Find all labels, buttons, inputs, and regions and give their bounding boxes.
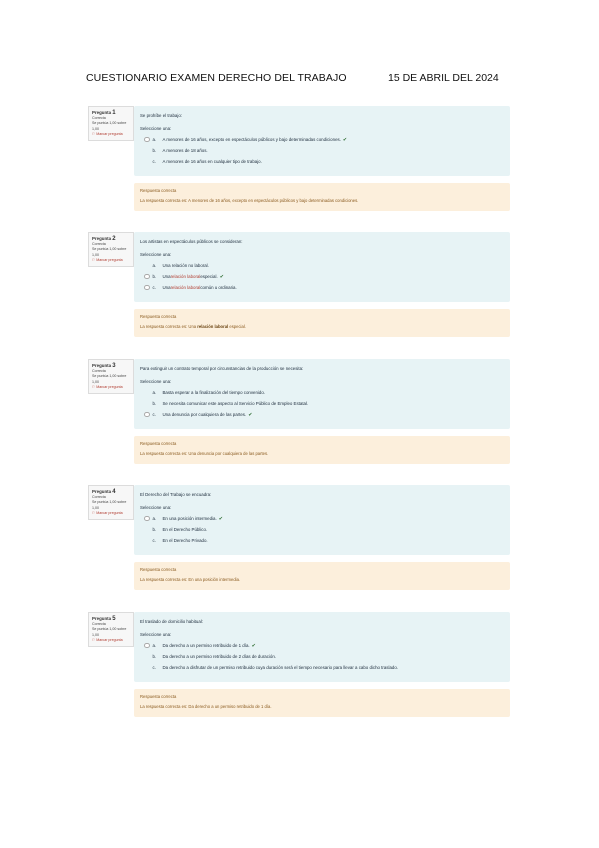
question-prompt: Los artistas en espectáculos públicos se consideran: bbox=[140, 239, 243, 244]
feedback-title: Respuesta correcta bbox=[140, 188, 177, 193]
question-number: 3 bbox=[112, 363, 116, 369]
radio-button[interactable] bbox=[144, 516, 150, 522]
radio-button[interactable] bbox=[144, 643, 150, 649]
check-icon: ✔ bbox=[219, 273, 224, 280]
flag-icon: ⚐ bbox=[92, 131, 96, 136]
feedback-box bbox=[134, 309, 510, 337]
feedback-text: La respuesta correcta es: Una relación laboral especial. bbox=[140, 324, 246, 329]
question-number: 2 bbox=[112, 236, 116, 242]
question-label: Pregunta bbox=[92, 236, 112, 241]
feedback-box bbox=[134, 183, 510, 211]
answer-option[interactable]: b. Una relación laboral especial. ✔ bbox=[140, 271, 504, 282]
answer-option[interactable]: c. En el Derecho Privado. bbox=[140, 535, 504, 546]
radio-button[interactable] bbox=[144, 137, 150, 143]
question-info bbox=[88, 232, 134, 267]
flag-question-link[interactable]: ⚐ Marcar pregunta bbox=[92, 384, 123, 389]
question-label: Pregunta bbox=[92, 489, 112, 494]
flag-icon: ⚐ bbox=[92, 510, 96, 515]
check-icon: ✔ bbox=[218, 515, 223, 522]
radio-button[interactable] bbox=[144, 390, 150, 396]
question-label: Pregunta bbox=[92, 616, 112, 621]
feedback-title: Respuesta correcta bbox=[140, 314, 177, 319]
answer-option[interactable]: c. Una denuncia por cualquiera de las partes. ✔ bbox=[140, 409, 504, 420]
question-number: 5 bbox=[112, 616, 116, 622]
question-score: Se puntúa 1,00 sobre 1,00 bbox=[92, 627, 127, 637]
answer-option[interactable]: b. Se necesita comunicar este aspecto al Servicio Público de Empleo Estatal. bbox=[140, 398, 504, 409]
document-title: CUESTIONARIO EXAMEN DERECHO DEL TRABAJO bbox=[86, 72, 347, 84]
flag-question-link[interactable]: ⚐ Marcar pregunta bbox=[92, 131, 123, 136]
answer-option[interactable]: a. Una relación no laboral. bbox=[140, 260, 504, 271]
radio-button[interactable] bbox=[144, 654, 150, 660]
question-text-box bbox=[134, 485, 510, 555]
radio-button[interactable] bbox=[144, 148, 150, 154]
check-icon: ✔ bbox=[248, 411, 253, 418]
answer-option[interactable]: c. Una relación laboral común u ordinaria. bbox=[140, 282, 504, 293]
radio-button[interactable] bbox=[144, 274, 150, 280]
question-info bbox=[88, 359, 134, 394]
feedback-title: Respuesta correcta bbox=[140, 694, 177, 699]
radio-button[interactable] bbox=[144, 159, 150, 165]
flag-icon: ⚐ bbox=[92, 637, 96, 642]
question-number: 1 bbox=[112, 110, 116, 116]
check-icon: ✔ bbox=[251, 642, 256, 649]
feedback-title: Respuesta correcta bbox=[140, 441, 177, 446]
flag-question-link[interactable]: ⚐ Marcar pregunta bbox=[92, 510, 123, 515]
question-label: Pregunta bbox=[92, 110, 112, 115]
select-one-label: Seleccione una: bbox=[140, 505, 172, 510]
select-one-label: Seleccione una: bbox=[140, 252, 172, 257]
radio-button[interactable] bbox=[144, 263, 150, 269]
answer-option[interactable]: c. A menores de 16 años en cualquier tipo de trabajo. bbox=[140, 156, 504, 167]
answer-option[interactable]: a. En una posición intermedia. ✔ bbox=[140, 513, 504, 524]
answer-option[interactable]: c. Da derecho a disfrutar de un permiso retribuido cuya duración será el tiempo necesario para llevar a cabo dicho traslado. bbox=[140, 662, 504, 673]
question-prompt: Para extinguir un contrato temporal por circunstancias de la producción se necesita: bbox=[140, 366, 304, 371]
question-text-box bbox=[134, 359, 510, 429]
question-info bbox=[88, 485, 134, 520]
question-text-box bbox=[134, 612, 510, 682]
question-status: Correcta bbox=[92, 369, 106, 374]
question-score: Se puntúa 1,00 sobre 1,00 bbox=[92, 374, 127, 384]
question-status: Correcta bbox=[92, 495, 106, 500]
check-icon: ✔ bbox=[342, 136, 348, 143]
question-label: Pregunta bbox=[92, 363, 112, 368]
answer-option[interactable]: b. Da derecho a un permiso retribuido de 2 días de duración. bbox=[140, 651, 504, 662]
feedback-text: La respuesta correcta es: Da derecho a un permiso retribuido de 1 día. bbox=[140, 704, 272, 709]
feedback-text: La respuesta correcta es: Una denuncia por cualquiera de las partes. bbox=[140, 451, 269, 456]
question-status: Correcta bbox=[92, 116, 106, 121]
question-number: 4 bbox=[112, 489, 116, 495]
flag-question-link[interactable]: ⚐ Marcar pregunta bbox=[92, 257, 123, 262]
feedback-title: Respuesta correcta bbox=[140, 567, 177, 572]
question-info bbox=[88, 612, 134, 647]
question-text-box bbox=[134, 232, 510, 302]
feedback-box bbox=[134, 562, 510, 590]
flag-icon: ⚐ bbox=[92, 257, 96, 262]
answer-option[interactable]: b. En el Derecho Público. bbox=[140, 524, 504, 535]
question-prompt: El traslado de domicilio habitual: bbox=[140, 619, 203, 624]
question-prompt: El Derecho del Trabajo se encuadra: bbox=[140, 492, 212, 497]
radio-button[interactable] bbox=[144, 412, 150, 418]
answer-option[interactable]: b. A menores de 18 años. bbox=[140, 145, 504, 156]
select-one-label: Seleccione una: bbox=[140, 379, 172, 384]
document-date: 15 DE ABRIL DEL 2024 bbox=[388, 72, 499, 84]
feedback-text: La respuesta correcta es: A menores de 16 años, excepto en espectáculos públicos y bajo determinadas condiciones. bbox=[140, 198, 359, 203]
radio-button[interactable] bbox=[144, 401, 150, 407]
radio-button[interactable] bbox=[144, 527, 150, 533]
radio-button[interactable] bbox=[144, 665, 150, 671]
answer-option[interactable]: a. A menores de 16 años, excepto en espectáculos públicos y bajo determinadas condiciones. ✔ bbox=[140, 134, 504, 145]
select-one-label: Seleccione una: bbox=[140, 632, 172, 637]
question-text-box bbox=[134, 106, 510, 176]
radio-button[interactable] bbox=[144, 538, 150, 544]
flag-question-link[interactable]: ⚐ Marcar pregunta bbox=[92, 637, 123, 642]
question-score: Se puntúa 1,00 sobre 1,00 bbox=[92, 247, 127, 257]
question-score: Se puntúa 1,00 sobre 1,00 bbox=[92, 121, 127, 131]
question-status: Correcta bbox=[92, 242, 106, 247]
feedback-box bbox=[134, 689, 510, 717]
answer-option[interactable]: a. Da derecho a un permiso retribuido de 1 día. ✔ bbox=[140, 640, 504, 651]
radio-button[interactable] bbox=[144, 285, 150, 291]
feedback-box bbox=[134, 436, 510, 464]
question-prompt: Se prohíbe el trabajo: bbox=[140, 113, 182, 118]
flag-icon: ⚐ bbox=[92, 384, 96, 389]
question-info bbox=[88, 106, 134, 141]
feedback-text: La respuesta correcta es: En una posición intermedia. bbox=[140, 577, 241, 582]
select-one-label: Seleccione una: bbox=[140, 126, 172, 131]
question-score: Se puntúa 1,00 sobre 1,00 bbox=[92, 500, 127, 510]
question-status: Correcta bbox=[92, 622, 106, 627]
answer-option[interactable]: a. Basta esperar a la finalización del tiempo convenido. bbox=[140, 387, 504, 398]
